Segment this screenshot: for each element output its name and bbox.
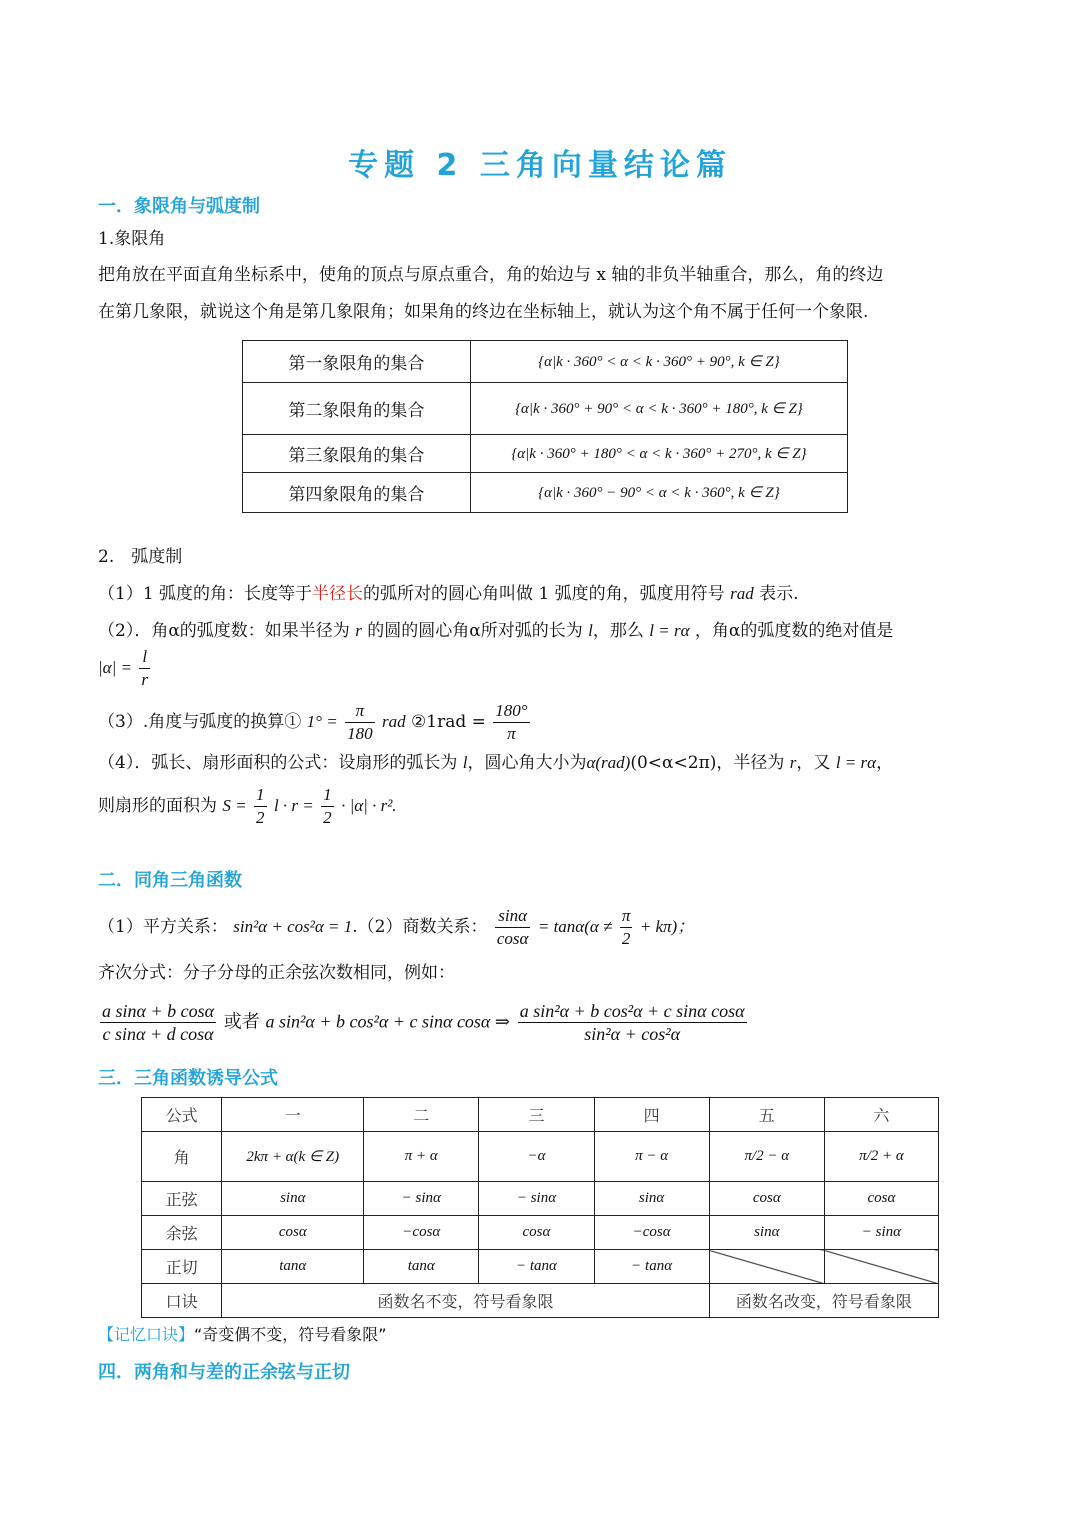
table-cell: − sinα — [479, 1182, 594, 1216]
item1-text-b: 的弧所对的圆心角叫做 1 弧度的角，弧度用符号 — [363, 584, 725, 604]
mnemonic-left: 函数名不变，符号看象限 — [222, 1284, 709, 1318]
table-cell: sinα — [222, 1182, 364, 1216]
item2-l: l — [588, 621, 593, 640]
table-cell: −cosα — [364, 1216, 479, 1250]
item1-rad: rad — [730, 584, 754, 603]
quadrant-set: {α|k · 360° + 90° < α < k · 360° + 180°, k ∈ Z} — [470, 383, 847, 435]
induction-header-row — [142, 1098, 939, 1132]
item4-text-f: 则扇形的面积为 — [98, 796, 217, 816]
page-title: 专题 2 三角向量结论篇 — [348, 148, 732, 183]
item4-one-2: 1 — [321, 784, 334, 807]
induction-row-sin — [142, 1182, 939, 1216]
item3-180deg: 180° — [493, 700, 529, 723]
row-label: 口诀 — [142, 1284, 222, 1318]
subheading-radian: 2. 弧度制 — [98, 547, 183, 567]
item2-eq: l = rα — [649, 621, 690, 640]
row-label: 正切 — [142, 1250, 222, 1284]
s2-text-a: （1）平方关系： — [98, 917, 228, 937]
memory-text: “奇变偶不变，符号看象限” — [194, 1325, 387, 1344]
table-cell: cosα — [824, 1182, 938, 1216]
homogeneous-fraction-1 — [100, 1000, 216, 1045]
item4-two: 2 — [256, 808, 265, 827]
item1-text-c: 表示. — [759, 584, 799, 604]
table-cell: π/2 + α — [824, 1132, 938, 1182]
s2-text-b: .（2）商数关系： — [352, 917, 488, 937]
memory-note — [98, 1324, 387, 1346]
radian-item-2 — [98, 620, 893, 642]
induction-row-cos — [142, 1216, 939, 1250]
section-3-heading: 三．三角函数诱导公式 — [98, 1068, 278, 1089]
homogeneous-note: 齐次分式：分子分母的正余弦次数相同，例如： — [98, 963, 455, 983]
radian-abs-formula — [98, 646, 152, 691]
quotient-denominator: cosα — [496, 929, 529, 948]
item4-S: S = — [222, 796, 247, 815]
hf2-numerator: a sin²α + b cos²α + c sinα cosα — [519, 1001, 745, 1021]
induction-row-tan — [142, 1250, 939, 1284]
quotient-numerator: sinα — [495, 905, 531, 928]
sector-area-formula — [98, 784, 397, 829]
table-cell: cosα — [479, 1216, 594, 1250]
table-cell: cosα — [222, 1216, 364, 1250]
item2-r: r — [355, 621, 362, 640]
item4-text-e: ， — [876, 753, 894, 773]
item4-two-2: 2 — [323, 808, 332, 827]
header-cell: 五 — [709, 1098, 824, 1132]
homogeneous-formula — [98, 1000, 749, 1045]
table-cell: − tanα — [479, 1250, 594, 1284]
induction-row-mnemonic — [142, 1284, 939, 1318]
header-cell: 一 — [222, 1098, 364, 1132]
item2-text-b: 的圆的圆心角α所对弧的长为 — [367, 621, 583, 641]
header-cell: 二 — [364, 1098, 479, 1132]
quadrant-set: {α|k · 360° + 180° < α < k · 360° + 270°, k ∈ Z} — [470, 435, 847, 473]
pi-over-2 — [620, 905, 633, 950]
quadrant-label: 第一象限角的集合 — [243, 341, 471, 383]
item3-text-a: （3）.角度与弧度的换算① — [98, 712, 302, 732]
table-cell: tanα — [364, 1250, 479, 1284]
table-cell: 2kπ + α(k ∈ Z) — [222, 1132, 364, 1182]
item3-eq2: ②1rad = — [411, 712, 486, 732]
quadrant-label: 第四象限角的集合 — [243, 473, 471, 513]
section-4-heading: 四．两角和与差的正余弦与正切 — [98, 1362, 350, 1383]
item1-highlight: 半径长 — [312, 584, 364, 604]
header-cell: 三 — [479, 1098, 594, 1132]
quadrant-row — [243, 473, 848, 513]
item4-eq: l = rα — [835, 753, 877, 772]
quadrant-row — [243, 383, 848, 435]
homogeneous-fraction-2 — [518, 1000, 747, 1045]
induction-formula-table — [141, 1097, 939, 1318]
item2-text-c: ，那么 — [592, 621, 644, 641]
header-cell: 六 — [824, 1098, 938, 1132]
table-cell: −α — [479, 1132, 594, 1182]
item2-fraction — [139, 646, 150, 691]
header-cell: 公式 — [142, 1098, 222, 1132]
table-cell: − sinα — [364, 1182, 479, 1216]
item4-l: l — [462, 753, 468, 772]
table-cell: −cosα — [594, 1216, 709, 1250]
row-label: 角 — [142, 1132, 222, 1182]
paragraph-line-1 — [98, 264, 883, 286]
item4-half-1 — [254, 784, 267, 829]
homogeneous-expr: a sin²α + b cos²α + c sinα cosα ⇒ — [265, 1011, 510, 1032]
item3-fraction-1 — [345, 700, 375, 745]
radian-item-3 — [98, 700, 532, 745]
table-cell: − sinα — [824, 1216, 938, 1250]
item4-text-a: （4）．弧长、扇形面积的公式：设扇形的弧长为 — [98, 753, 458, 773]
quadrant-label: 第二象限角的集合 — [243, 383, 471, 435]
item3-pi2: π — [507, 724, 516, 743]
item4-alpha: α(rad) — [586, 753, 631, 772]
item2-denominator: r — [141, 670, 149, 689]
quadrant-set: {α|k · 360° − 90° < α < k · 360°, k ∈ Z} — [470, 473, 847, 513]
item3-180: 180 — [347, 724, 373, 743]
hf1-numerator: a sinα + b cosα — [102, 1001, 215, 1021]
row-label: 正弦 — [142, 1182, 222, 1216]
item4-r: r — [789, 753, 797, 772]
quadrant-row — [243, 341, 848, 383]
quadrant-label: 第三象限角的集合 — [243, 435, 471, 473]
item4-text-b: ，圆心角大小为 — [467, 753, 587, 773]
item3-pi: π — [345, 700, 375, 723]
pi-numerator: π — [620, 905, 633, 928]
memory-tag: 【记忆口诀】 — [98, 1325, 195, 1344]
identity-line — [98, 905, 694, 950]
pythagorean-identity: sin²α + cos²α = 1 — [233, 917, 353, 936]
hf2-denominator: sin²α + cos²α — [584, 1024, 681, 1044]
item1-text-a: （1）1 弧度的角：长度等于 — [98, 584, 313, 604]
item4-one: 1 — [254, 784, 267, 807]
mnemonic-right: 函数名改变，符号看象限 — [709, 1284, 938, 1318]
row-label: 余弦 — [142, 1216, 222, 1250]
item4-mid: l · r = — [273, 796, 314, 815]
section-1-heading: 一．象限角与弧度制 — [98, 196, 260, 217]
item4-text-c: (0<α<2π)，半径为 — [630, 753, 785, 773]
table-cell: cosα — [709, 1182, 824, 1216]
quadrant-table — [242, 340, 848, 513]
item4-text-d: ，又 — [796, 753, 831, 773]
quadrant-set: {α|k · 360° < α < k · 360° + 90°, k ∈ Z} — [470, 341, 847, 383]
induction-row-angle — [142, 1132, 939, 1182]
quadrant-row — [243, 435, 848, 473]
table-cell: π + α — [364, 1132, 479, 1182]
item3-eq1: 1° = — [306, 712, 338, 731]
table-cell: π/2 − α — [709, 1132, 824, 1182]
item2-text-d: ，角α的弧度数的绝对值是 — [694, 621, 894, 641]
item2-abs: |α| = — [98, 658, 132, 677]
s2-text-d: + kπ)； — [639, 917, 695, 936]
item2-numerator: l — [139, 646, 150, 669]
empty-cell-diagonal — [709, 1250, 824, 1284]
table-cell: sinα — [594, 1182, 709, 1216]
table-cell: − tanα — [594, 1250, 709, 1284]
item3-rad: rad — [381, 712, 406, 731]
quotient-fraction — [495, 905, 531, 950]
section-2-heading: 二．同角三角函数 — [98, 870, 242, 891]
radian-item-4 — [98, 752, 893, 774]
item3-fraction-2 — [493, 700, 529, 745]
hf1-denominator: c sinα + d cosα — [102, 1024, 214, 1044]
item4-end: · |α| · r². — [341, 796, 397, 815]
item4-half-2 — [321, 784, 334, 829]
s2-text-c: = tanα(α ≠ — [537, 917, 613, 936]
header-cell: 四 — [594, 1098, 709, 1132]
table-cell: π − α — [594, 1132, 709, 1182]
empty-cell-diagonal — [824, 1250, 938, 1284]
table-cell: tanα — [222, 1250, 364, 1284]
table-cell: sinα — [709, 1216, 824, 1250]
two-denominator: 2 — [621, 929, 631, 948]
subheading-quadrant-angle: 1.象限角 — [98, 229, 166, 249]
radian-item-1 — [98, 583, 799, 605]
or-text: 或者 — [223, 1011, 260, 1033]
paragraph-line-2: 在第几象限，就说这个角是第几象限角；如果角的终边在坐标轴上，就认为这个角不属于任何一个象限. — [98, 302, 869, 322]
item2-text-a: （2）．角α的弧度数：如果半径为 — [98, 621, 350, 641]
paragraph-line-1-text: 把角放在平面直角坐标系中，使角的顶点与原点重合，角的始边与 x 轴的非负半轴重合，那么，角的终边 — [98, 265, 884, 285]
